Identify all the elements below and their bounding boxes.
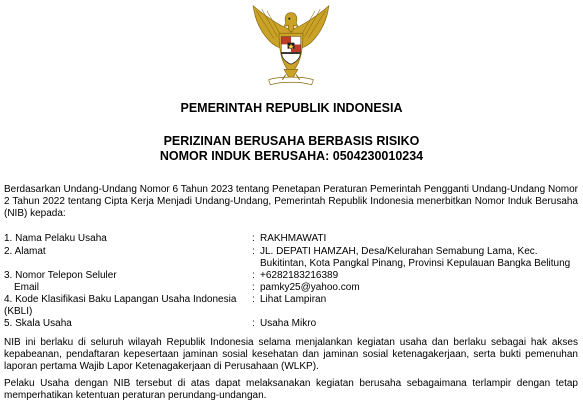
field-colon: : [252,282,255,293]
field-value: RAKHMAWATI [260,233,327,244]
field-value: JL. DEPATI HAMZAH, Desa/Kelurahan Semabung Lama, Kec. Bukitintan, Kota Pangkal Pinang, Provinsi Kepulauan Bangka Belitung [260,246,571,269]
field-value: +6282183216389 [260,270,339,281]
field-value: Lihat Lampiran [260,294,327,305]
field-colon: : [252,246,255,257]
field-colon: : [252,294,255,305]
field-label: 4. Kode Klasifikasi Baku Lapangan Usaha Indonesia (KBLI) [4,294,237,317]
document-subtitle: PERIZINAN BERUSAHA BERBASIS RISIKO [163,134,420,148]
field-label: 2. Alamat [4,246,46,257]
field-colon: : [252,318,255,329]
garuda-pancasila-emblem-icon [248,4,334,90]
validity-paragraph: NIB ini berlaku di seluruh wilayah Republik Indonesia selama menjalankan kegiatan usaha dan berlaku sebagai hak akses kepabeanan, pendaftaran kepesertaan jaminan sosial kesehatan dan jaminan sosial ketenagakerjaan, serta bukti pemenuhan laporan pertama Wajib Lapor Ketenagakerjaan di Perusahaan (WLKP). [4,337,578,372]
field-colon: : [252,270,255,281]
field-colon: : [252,233,255,244]
nib-number: NOMOR INDUK BERUSAHA: 0504230010234 [159,149,424,163]
closing-paragraph: Pelaku Usaha dengan NIB tersebut di atas dapat melaksanakan kegiatan berusaha sebagaimana terlampir dengan tetap memperhatikan ketentuan peraturan perundang-undangan. [4,378,578,401]
field-value: pamky25@yahoo.com [260,282,360,293]
document-heading: PEMERINTAH REPUBLIK INDONESIA [180,101,403,115]
field-label: 5. Skala Usaha [4,318,72,329]
intro-paragraph: Berdasarkan Undang-Undang Nomor 6 Tahun 2023 tentang Penetapan Peraturan Pemerintah Pengganti Undang-Undang Nomor 2 Tahun 2022 tentang Cipta Kerja Menjadi Undang-Undang, Pemerintah Republik Indonesia menerbitkan Nomor Induk Berusaha (NIB) kepada: [4,184,578,219]
field-value: Usaha Mikro [260,318,317,329]
field-label: 3. Nomor Telepon Seluler [4,270,117,281]
field-label: Email [14,282,40,293]
field-label: 1. Nama Pelaku Usaha [4,233,107,244]
